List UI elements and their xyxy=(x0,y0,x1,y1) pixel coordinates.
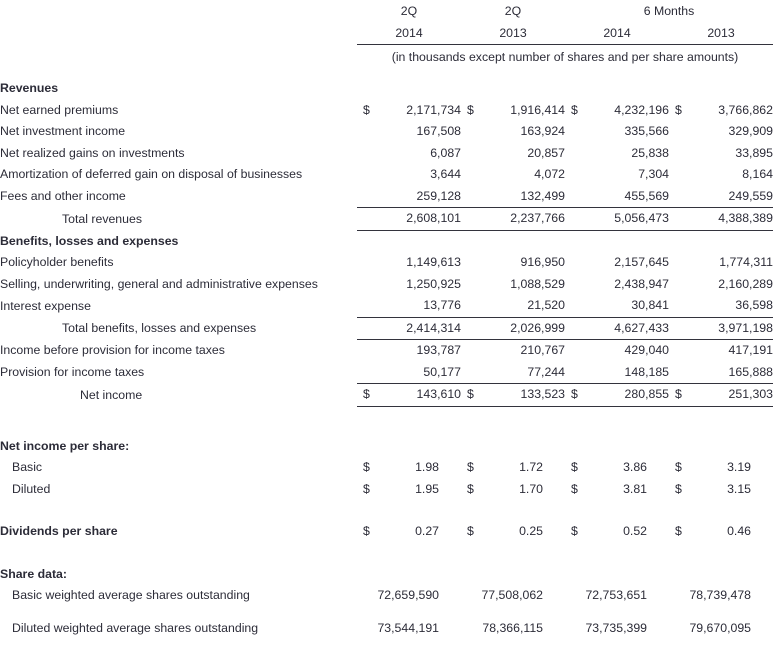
total-revenues-row xyxy=(0,208,773,231)
row-value: 73,735,399 xyxy=(585,620,647,635)
row-label: Total revenues xyxy=(62,211,142,226)
row-value: 50,177 xyxy=(423,364,461,379)
row-label: Fees and other income xyxy=(0,189,126,203)
currency-symbol: $ xyxy=(675,524,682,538)
table-row xyxy=(0,143,773,165)
row-value: 916,950 xyxy=(520,255,565,269)
spacer-before-share-data xyxy=(0,543,773,564)
section-title-per-share: Net income per share: xyxy=(0,438,130,453)
row-value: 4,072 xyxy=(534,167,565,181)
header-group-2q-2013: 2Q xyxy=(504,4,522,18)
row-value: 33,895 xyxy=(735,145,773,160)
row-value: $ 251,303 xyxy=(669,384,773,407)
currency-symbol: $ xyxy=(571,524,578,538)
section-title-share-data: Share data: xyxy=(0,566,67,581)
row-value: $ 1,916,414 xyxy=(461,100,565,122)
row-label: Interest expense xyxy=(0,298,91,313)
row-value: 25,838 xyxy=(631,145,669,160)
income-tax-row xyxy=(0,362,773,384)
row-value: 3,971,198 xyxy=(669,317,773,340)
row-value: $ 1.95 xyxy=(357,479,461,501)
row-value: 2,414,314 xyxy=(357,317,461,340)
row-value: 2,026,999 xyxy=(461,317,565,340)
table-row xyxy=(0,479,773,501)
section-title-benefits-row xyxy=(0,230,773,252)
table-row xyxy=(0,274,773,296)
currency-symbol: $ xyxy=(363,481,370,496)
row-value: 13,776 xyxy=(423,298,461,312)
row-value: 329,909 xyxy=(728,124,773,138)
row-label: Selling, underwriting, general and administrative expenses xyxy=(0,276,318,291)
currency-symbol: $ xyxy=(363,102,370,117)
header-year-col1: 2014 xyxy=(395,26,423,40)
currency-symbol: $ xyxy=(571,481,578,496)
table-row xyxy=(0,100,773,122)
row-value: $ 0.52 xyxy=(565,521,669,543)
section-title-benefits: Benefits, losses and expenses xyxy=(0,233,179,248)
row-value: $ 133,523 xyxy=(461,384,565,407)
row-value: 77,244 xyxy=(527,364,565,379)
row-value: 4,627,433 xyxy=(565,317,669,340)
row-value: 77,508,062 xyxy=(481,588,543,602)
row-value: 132,499 xyxy=(520,188,565,203)
row-value: 6,087 xyxy=(430,145,461,160)
currency-symbol: $ xyxy=(467,524,474,538)
row-value: 78,739,478 xyxy=(689,588,751,602)
row-value: $ 3.81 xyxy=(565,479,669,501)
table-row xyxy=(0,295,773,317)
header-group-row xyxy=(0,0,773,22)
row-value: $ 0.46 xyxy=(669,521,773,543)
row-value: 1,774,311 xyxy=(719,255,773,269)
row-value: 2,438,947 xyxy=(614,276,669,291)
row-value: 165,888 xyxy=(728,364,773,379)
row-value: 20,857 xyxy=(527,145,565,160)
currency-symbol: $ xyxy=(675,481,682,496)
row-label: Net realized gains on investments xyxy=(0,145,185,160)
row-label: Total benefits, losses and expenses xyxy=(62,321,257,335)
table-row xyxy=(0,457,773,479)
header-blank-2 xyxy=(0,22,357,45)
section-title-share-data-row xyxy=(0,564,773,586)
row-label: Amortization of deferred gain on disposal of businesses xyxy=(0,167,303,181)
header-year-col3: 2014 xyxy=(603,26,631,40)
row-label: Income before provision for income taxes xyxy=(0,343,225,357)
row-value: 4,388,389 xyxy=(669,208,773,231)
row-label: Net earned premiums xyxy=(0,102,119,117)
row-value: 249,559 xyxy=(728,188,773,203)
currency-symbol: $ xyxy=(363,524,370,538)
currency-symbol: $ xyxy=(675,460,682,474)
row-label: Diluted weighted average shares outstanding xyxy=(12,620,259,635)
row-value: $ 3.86 xyxy=(565,457,669,479)
pretax-income-row xyxy=(0,340,773,362)
total-benefits-row xyxy=(0,317,773,340)
row-value: $ 3,766,862 xyxy=(669,100,773,122)
row-value: 167,508 xyxy=(416,124,461,138)
row-label: Policyholder benefits xyxy=(0,255,114,269)
currency-symbol: $ xyxy=(675,102,682,117)
row-label: Basic weighted average shares outstanding xyxy=(12,588,250,602)
dividends-row xyxy=(0,521,773,543)
row-label: Net income xyxy=(80,387,143,402)
row-value: 335,566 xyxy=(624,124,669,138)
currency-symbol: $ xyxy=(571,387,578,401)
section-title-revenues: Revenues xyxy=(0,81,59,95)
spacer-after-header xyxy=(0,70,773,78)
row-value: $ 0.27 xyxy=(357,521,461,543)
row-value: 2,237,766 xyxy=(461,208,565,231)
row-value: 193,787 xyxy=(416,343,461,357)
row-value: 455,569 xyxy=(624,188,669,203)
currency-symbol: $ xyxy=(571,460,578,474)
row-value: 210,767 xyxy=(520,343,565,357)
header-year-row xyxy=(0,22,773,45)
units-note-row xyxy=(0,45,773,70)
row-label: Net investment income xyxy=(0,124,126,138)
section-title-revenues-row xyxy=(0,78,773,100)
spacer-before-dividends xyxy=(0,500,773,521)
row-value: 72,659,590 xyxy=(377,588,439,602)
spacer-before-per-share xyxy=(0,406,773,428)
row-value: 417,191 xyxy=(728,343,773,357)
table-row xyxy=(0,618,773,640)
row-value: 2,608,101 xyxy=(357,208,461,231)
row-value: 78,366,115 xyxy=(482,620,543,635)
row-value: 72,753,651 xyxy=(585,588,647,602)
row-value: $ 2,171,734 xyxy=(357,100,461,122)
row-value: $ 143,610 xyxy=(357,384,461,407)
table-row xyxy=(0,121,773,143)
header-group-six-months: 6 Months xyxy=(643,4,695,18)
currency-symbol: $ xyxy=(467,102,474,117)
currency-symbol: $ xyxy=(675,387,682,401)
row-label: Diluted xyxy=(12,481,51,496)
row-value: 36,598 xyxy=(735,298,773,312)
table-row xyxy=(0,164,773,186)
currency-symbol: $ xyxy=(467,387,474,401)
row-value: 1,250,925 xyxy=(406,276,461,291)
row-value: $ 3.19 xyxy=(669,457,773,479)
row-value: $ 3.15 xyxy=(669,479,773,501)
row-value: 2,157,645 xyxy=(614,255,669,269)
units-note: (in thousands except number of shares and per share amounts) xyxy=(391,50,739,64)
row-value: 1,088,529 xyxy=(510,276,565,291)
table-row xyxy=(0,585,773,607)
row-value: 79,670,095 xyxy=(689,620,751,635)
row-value: 163,924 xyxy=(520,124,565,138)
row-value: $ 1.98 xyxy=(357,457,461,479)
row-value: 8,164 xyxy=(742,167,773,181)
row-value: 2,160,289 xyxy=(718,276,773,291)
currency-symbol: $ xyxy=(571,102,578,117)
header-year-col4: 2013 xyxy=(707,26,735,40)
currency-symbol: $ xyxy=(363,387,370,401)
row-value: 259,128 xyxy=(416,188,461,203)
units-note-blank xyxy=(0,45,357,70)
row-value: 5,056,473 xyxy=(565,208,669,231)
row-label: Basic xyxy=(12,460,43,474)
row-value: 21,520 xyxy=(527,298,565,312)
currency-symbol: $ xyxy=(467,460,474,474)
row-value: 73,544,191 xyxy=(377,620,439,635)
spacer-before-per-share-2 xyxy=(0,428,773,436)
row-value: 148,185 xyxy=(624,364,669,379)
header-blank xyxy=(0,0,357,22)
header-year-col2: 2013 xyxy=(499,26,527,40)
row-value: 30,841 xyxy=(631,298,669,312)
row-value: $ 4,232,196 xyxy=(565,100,669,122)
row-value: 1,149,613 xyxy=(406,255,461,269)
row-value: 7,304 xyxy=(638,167,669,181)
header-group-2q-2014: 2Q xyxy=(400,4,418,18)
net-income-row xyxy=(0,384,773,407)
currency-symbol: $ xyxy=(363,460,370,474)
table-row xyxy=(0,252,773,274)
row-label: Dividends per share xyxy=(0,524,118,538)
currency-symbol: $ xyxy=(467,481,474,496)
row-label: Provision for income taxes xyxy=(0,365,145,379)
row-value: $ 0.25 xyxy=(461,521,565,543)
section-title-per-share-row xyxy=(0,436,773,458)
spacer-between-share-rows xyxy=(0,607,773,618)
row-value: 3,644 xyxy=(430,167,461,181)
row-value: $ 1.72 xyxy=(461,457,565,479)
row-value: $ 280,855 xyxy=(565,384,669,407)
row-value: 429,040 xyxy=(624,343,669,357)
row-value: $ 1.70 xyxy=(461,479,565,501)
table-row xyxy=(0,186,773,208)
